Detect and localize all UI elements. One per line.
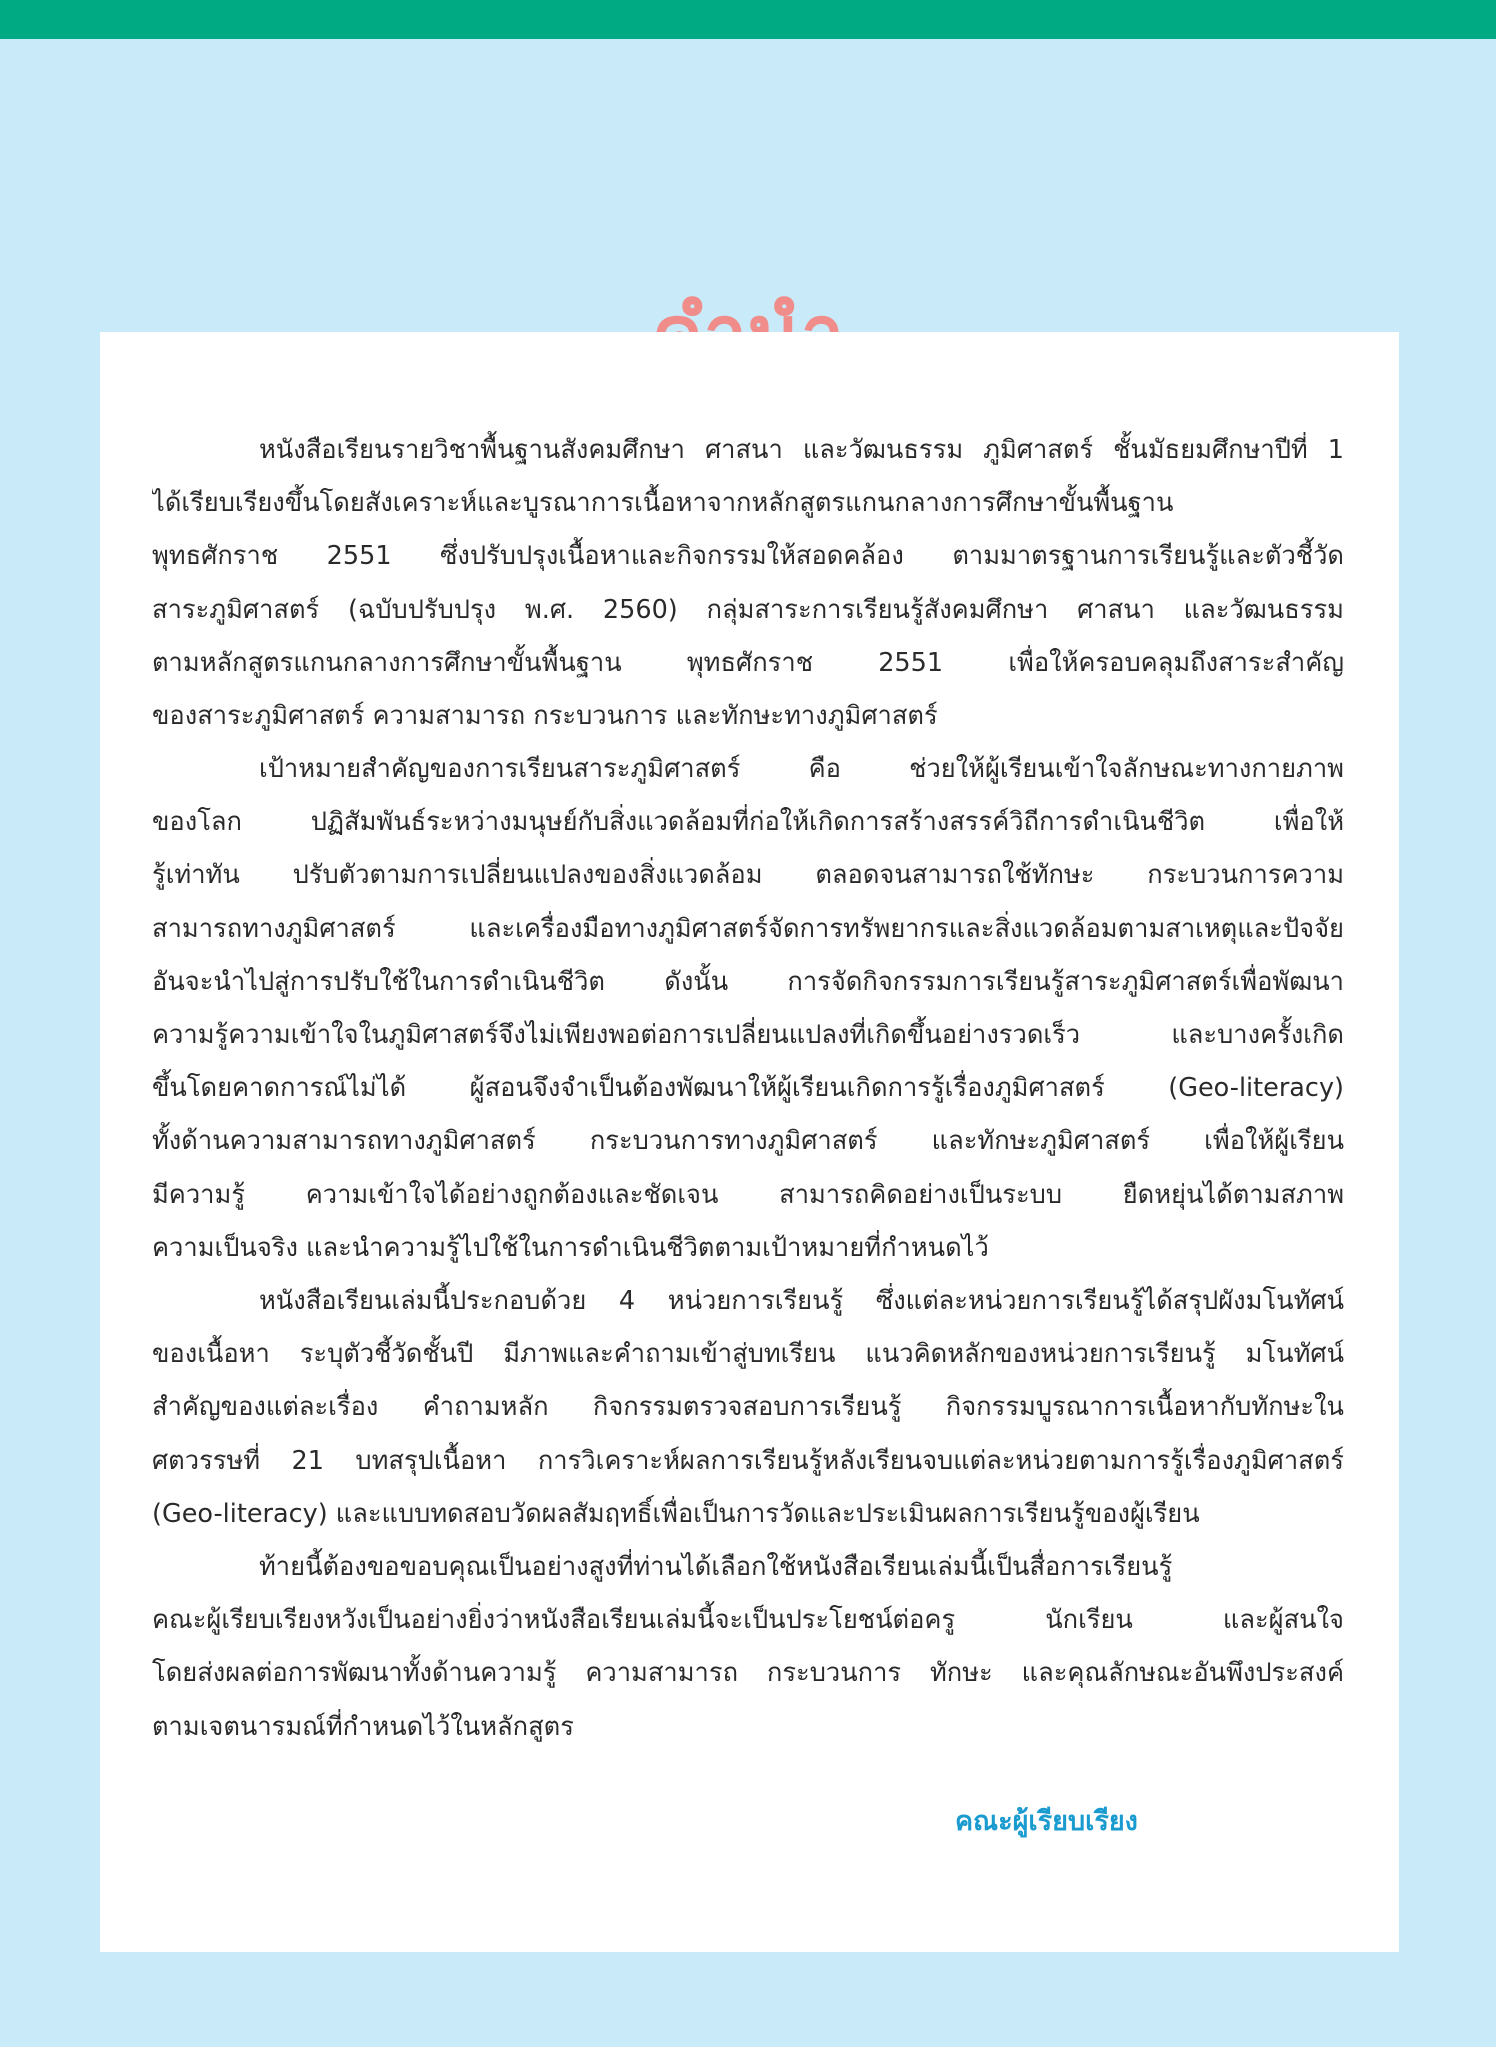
paragraph-line: ตามเจตนารมณ์ที่กำหนดไว้ในหลักสูตร [152, 1711, 574, 1742]
paragraph-line: (Geo-literacy) และแบบทดสอบวัดผลสัมฤทธิ์เพื่อเป็นการวัดและประเมินผลการเรียนรู้ของผู้เรียน [152, 1498, 1200, 1529]
paragraph-line: หนังสือเรียนเล่มนี้ประกอบด้วย 4 หน่วยการเรียนรู้ ซึ่งแต่ละหน่วยการเรียนรู้ได้สรุปผังมโนทัศน์ [259, 1286, 1344, 1316]
paragraph-line: พุทธศักราช 2551 ซึ่งปรับปรุงเนื้อหาและกิจกรรมให้สอดคล้อง ตามมาตรฐานการเรียนรู้และตัวชี้วัด [152, 541, 1344, 572]
paragraph-line: ศตวรรษที่ 21 บทสรุปเนื้อหา การวิเคราะห์ผลการเรียนรู้หลังเรียนจบแต่ละหน่วยตามการรู้เรื่องภูมิศาสตร์ [152, 1445, 1344, 1476]
paragraph-line: ตามหลักสูตรแกนกลางการศึกษาขั้นพื้นฐาน พุทธศักราช 2551 เพื่อให้ครอบคลุมถึงสาระสำคัญ [152, 647, 1344, 678]
paragraph-1 [152, 424, 1344, 743]
paragraph-line: สามารถทางภูมิศาสตร์ และเครื่องมือทางภูมิศาสตร์จัดการทรัพยากรและสิ่งแวดล้อมตามสาเหตุและปัจจัย [152, 913, 1344, 944]
paragraph-line: ของสาระภูมิศาสตร์ ความสามารถ กระบวนการ และทักษะทางภูมิศาสตร์ [152, 700, 938, 731]
paragraph-line: หนังสือเรียนรายวิชาพื้นฐานสังคมศึกษา ศาสนา และวัฒนธรรม ภูมิศาสตร์ ชั้นมัธยมศึกษาปีที่ 1 [259, 435, 1344, 465]
paragraph-line: โดยส่งผลต่อการพัฒนาทั้งด้านความรู้ ความสามารถ กระบวนการ ทักษะ และคุณลักษณะอันพึงประสงค์ [152, 1658, 1344, 1689]
paragraph-line: ของโลก ปฏิสัมพันธ์ระหว่างมนุษย์กับสิ่งแวดล้อมที่ก่อให้เกิดการสร้างสรรค์วิถีการดำเนินชีวิต เพื่อให้ [152, 807, 1344, 838]
paragraph-4 [152, 1541, 1344, 1754]
paragraph-line: ทั้งด้านความสามารถทางภูมิศาสตร์ กระบวนการทางภูมิศาสตร์ และทักษะภูมิศาสตร์ เพื่อให้ผู้เรียน [152, 1126, 1344, 1157]
top-accent-band [0, 0, 1496, 39]
paragraph-line: ความรู้ความเข้าใจในภูมิศาสตร์จึงไม่เพียงพอต่อการเปลี่ยนแปลงที่เกิดขึ้นอย่างรวดเร็ว และบางครั้งเกิด [152, 1019, 1344, 1050]
paragraph-line: คณะผู้เรียบเรียงหวังเป็นอย่างยิ่งว่าหนังสือเรียนเล่มนี้จะเป็นประโยชน์ต่อครู นักเรียน และผู้สนใจ [152, 1605, 1344, 1636]
paragraph-line: ได้เรียบเรียงขึ้นโดยสังเคราะห์และบูรณาการเนื้อหาจากหลักสูตรแกนกลางการศึกษาขั้นพื้นฐาน [152, 488, 1174, 519]
paragraph-line: ความเป็นจริง และนำความรู้ไปใช้ในการดำเนินชีวิตตามเป้าหมายที่กำหนดไว้ [152, 1232, 989, 1263]
paragraph-line: รู้เท่าทัน ปรับตัวตามการเปลี่ยนแปลงของสิ่งแวดล้อม ตลอดจนสามารถใช้ทักษะ กระบวนการความ [152, 860, 1344, 891]
paragraph-line: ท้ายนี้ต้องขอขอบคุณเป็นอย่างสูงที่ท่านได้เลือกใช้หนังสือเรียนเล่มนี้เป็นสื่อการเรียนรู้ [259, 1552, 1173, 1582]
content-panel [100, 332, 1399, 1952]
paragraph-line: สาระภูมิศาสตร์ (ฉบับปรับปรุง พ.ศ. 2560) กลุ่มสาระการเรียนรู้สังคมศึกษา ศาสนา และวัฒนธรรม [152, 594, 1344, 625]
signature: คณะผู้เรียบเรียง [955, 1806, 1138, 1837]
paragraph-line: มีความรู้ ความเข้าใจได้อย่างถูกต้องและชัดเจน สามารถคิดอย่างเป็นระบบ ยืดหยุ่นได้ตามสภาพ [152, 1179, 1344, 1210]
paragraph-line: ขึ้นโดยคาดการณ์ไม่ได้ ผู้สอนจึงจำเป็นต้องพัฒนาให้ผู้เรียนเกิดการรู้เรื่องภูมิศาสตร์ (Geo-literacy) [152, 1073, 1344, 1104]
paragraph-3 [152, 1275, 1344, 1541]
paragraph-line: สำคัญของแต่ละเรื่อง คำถามหลัก กิจกรรมตรวจสอบการเรียนรู้ กิจกรรมบูรณาการเนื้อหากับทักษะใน [152, 1392, 1344, 1423]
paragraph-line: ของเนื้อหา ระบุตัวชี้วัดชั้นปี มีภาพและคำถามเข้าสู่บทเรียน แนวคิดหลักของหน่วยการเรียนรู้ มโนทัศน์ [152, 1339, 1344, 1370]
paragraph-line: อันจะนำไปสู่การปรับใช้ในการดำเนินชีวิต ดังนั้น การจัดกิจกรรมการเรียนรู้สาระภูมิศาสตร์เพื่อพัฒนา [152, 966, 1344, 997]
paragraph-2 [152, 743, 1344, 1275]
paragraph-line: เป้าหมายสำคัญของการเรียนสาระภูมิศาสตร์ คือ ช่วยให้ผู้เรียนเข้าใจลักษณะทางกายภาพ [259, 754, 1344, 784]
